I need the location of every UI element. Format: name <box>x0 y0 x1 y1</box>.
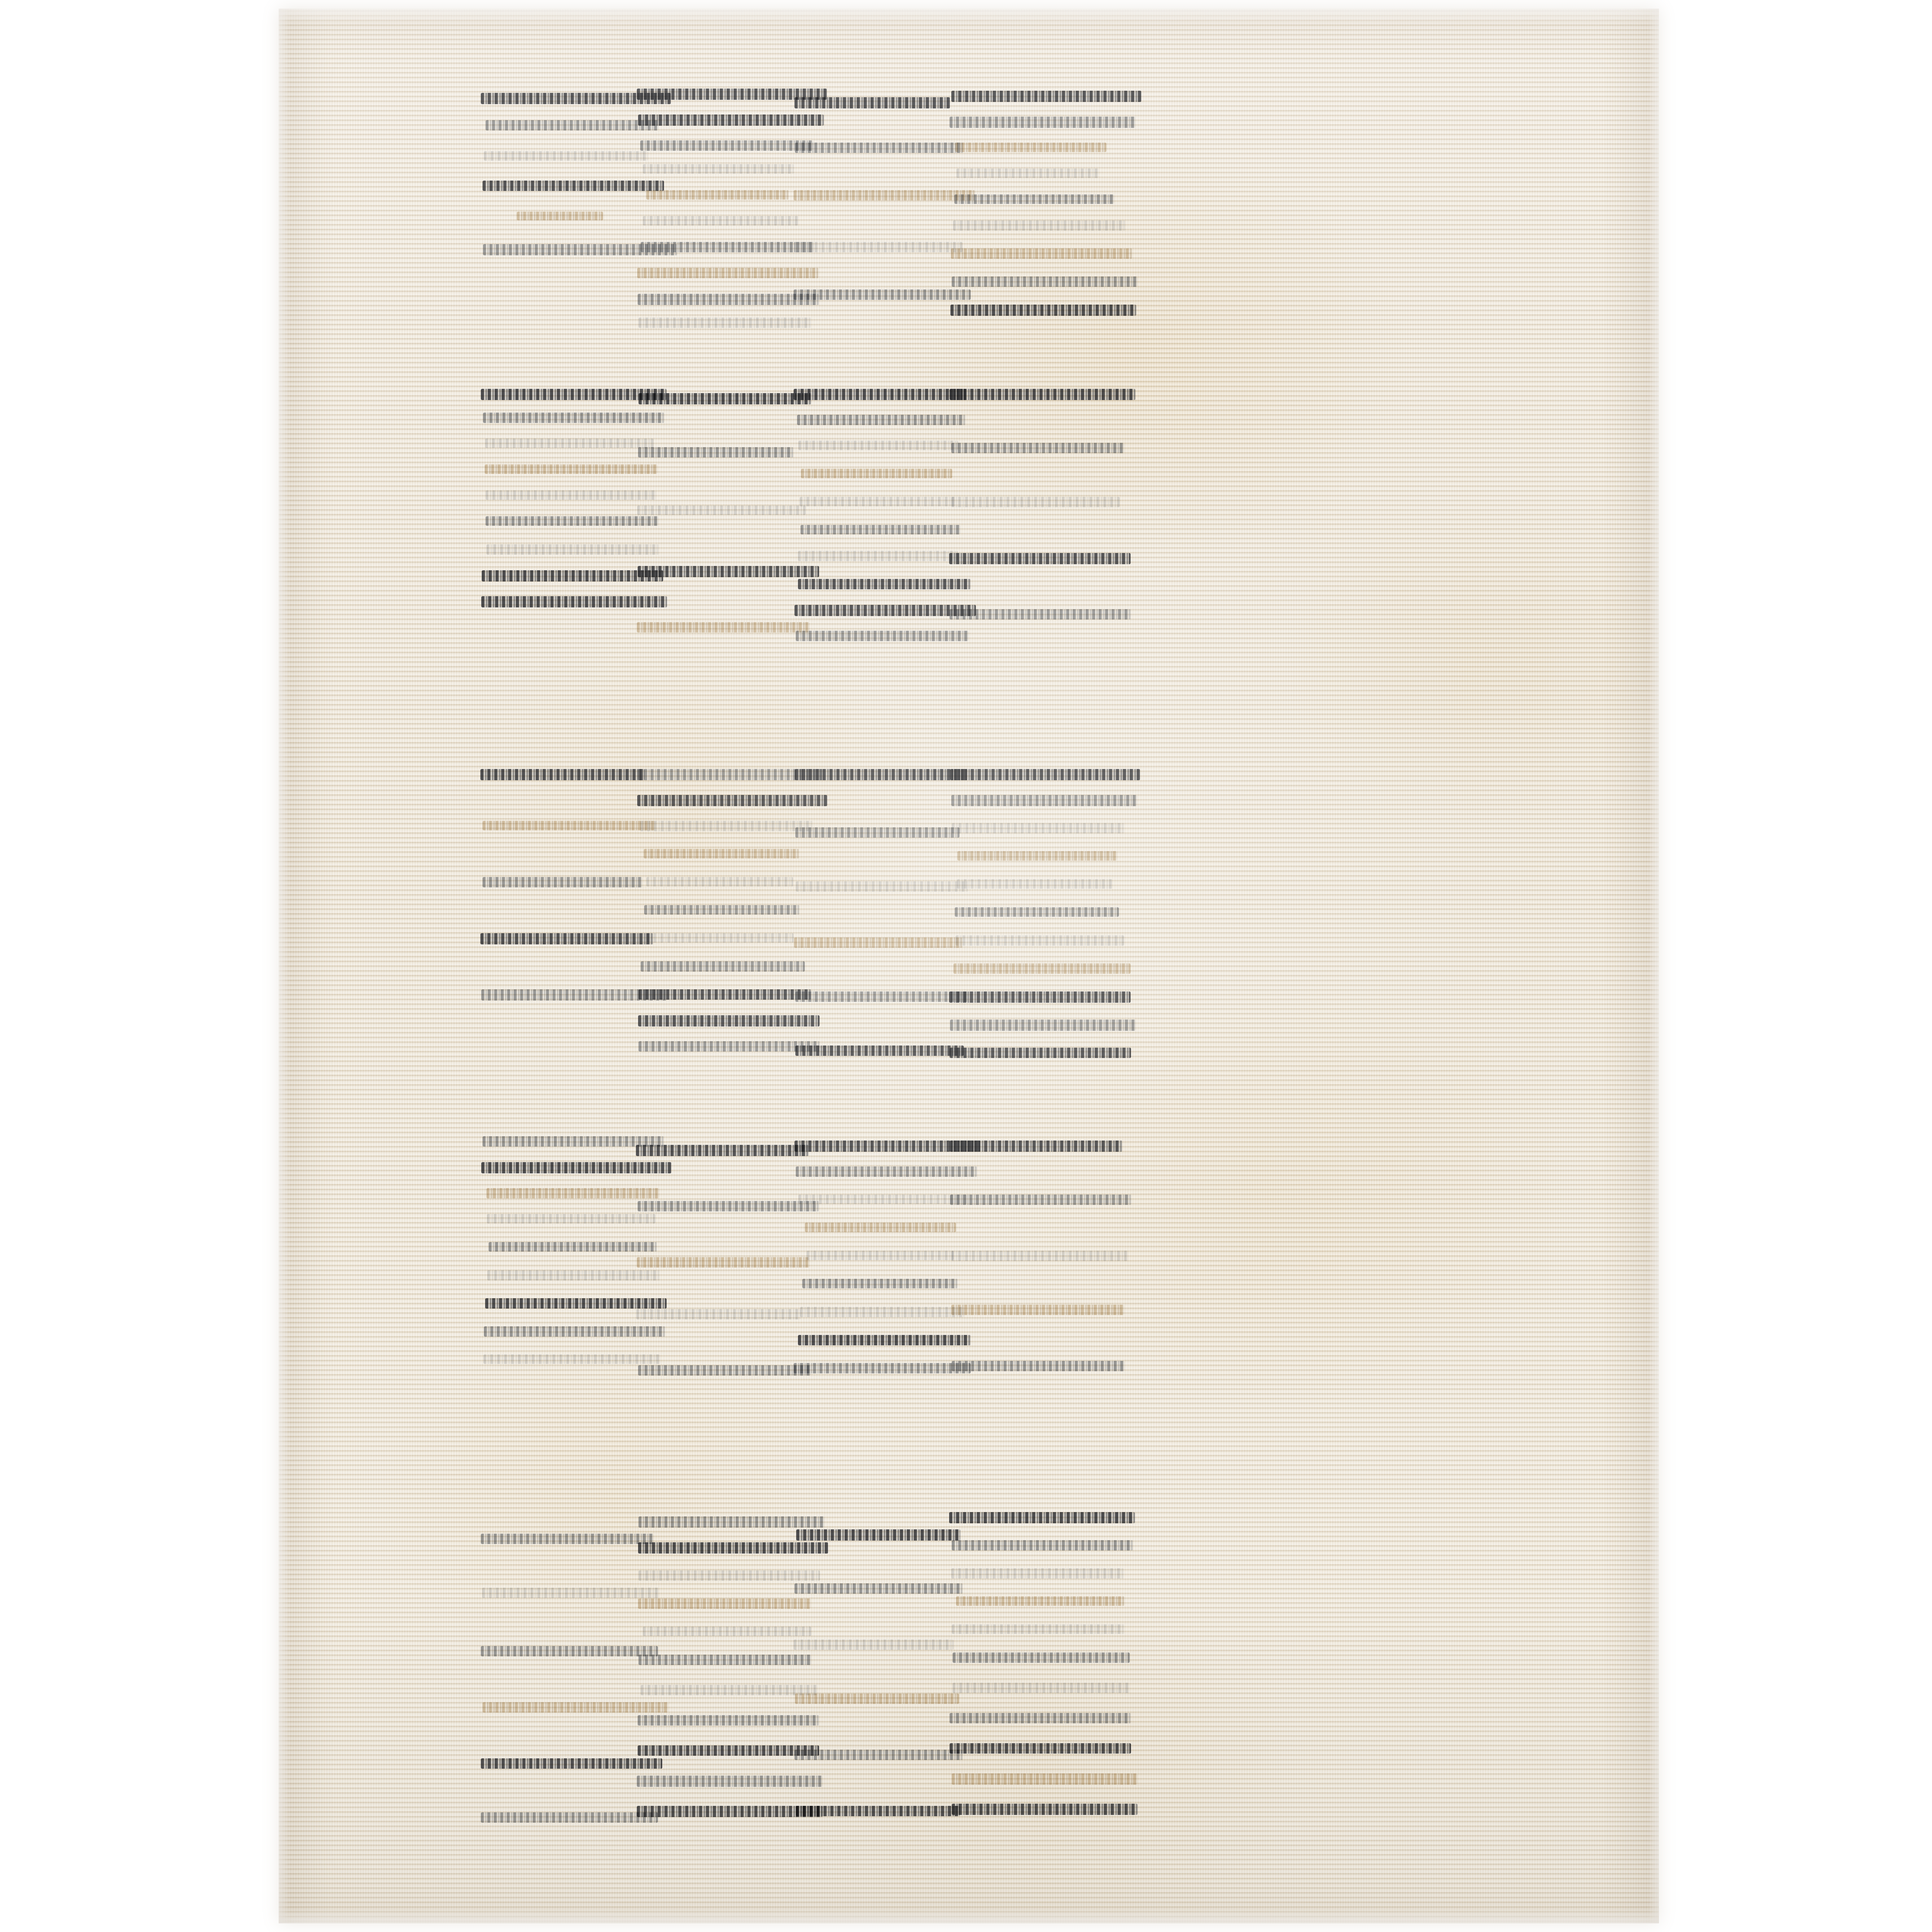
stripe-dash <box>486 490 656 500</box>
stripe-dash <box>950 1195 1131 1205</box>
stripe-dash <box>647 933 794 943</box>
stripe-dash <box>484 151 648 161</box>
stripe-dash <box>636 1145 809 1156</box>
stripe-dash <box>952 1804 1138 1815</box>
stripe-dash <box>483 821 655 830</box>
stripe-dash <box>637 1257 810 1268</box>
stripe-dash <box>956 935 1124 946</box>
stripe-dash <box>487 1214 655 1223</box>
stripe-dash <box>641 961 805 972</box>
stripe-dash <box>949 553 1131 564</box>
stripe-dash <box>639 1655 811 1665</box>
stripe-dash <box>486 120 658 130</box>
stripe-dash <box>794 289 971 300</box>
stripe-dash <box>794 97 950 108</box>
stripe-dash <box>951 497 1120 507</box>
stripe-dash <box>950 769 1140 780</box>
stripe-dash <box>798 1335 971 1345</box>
stripe-dash <box>796 1529 960 1541</box>
stripe-dash <box>798 441 958 450</box>
stripe-dash <box>957 851 1117 861</box>
stripe-dash <box>950 1048 1131 1058</box>
stripe-dash <box>481 1646 658 1656</box>
rug-edge-right <box>1648 9 1659 1923</box>
stripe-dash <box>950 389 1135 400</box>
stripe-dash <box>483 877 642 887</box>
stripe-dash <box>639 1041 820 1052</box>
stripe-dash <box>794 389 966 400</box>
stripe-dash <box>644 849 799 858</box>
stripe-dash <box>795 991 968 1002</box>
stripe-dash <box>794 1363 971 1373</box>
stripe-dash <box>798 551 958 561</box>
stripe-dash <box>646 190 789 200</box>
stripe-dash <box>643 216 798 226</box>
stripe-dash <box>639 1570 820 1581</box>
stripe-dash <box>805 1223 956 1232</box>
stripe-dash <box>949 1512 1135 1523</box>
stripe-dash <box>481 1758 662 1769</box>
stripe-dash <box>795 827 960 838</box>
stripe-dash <box>949 991 1131 1003</box>
stripe-dash <box>953 1652 1130 1663</box>
stripe-dash <box>794 1583 963 1594</box>
area-rug <box>279 9 1659 1923</box>
stripe-dash <box>794 242 963 252</box>
stripe-dash <box>953 220 1126 231</box>
stripe-dash <box>483 181 664 191</box>
stripe-dash <box>796 1806 960 1816</box>
stripe-dash <box>644 905 800 915</box>
stripe-dash <box>951 1568 1124 1579</box>
stripe-dash <box>640 821 813 831</box>
stripe-dash <box>952 823 1125 833</box>
stripe-dash <box>639 393 811 404</box>
stripe-dash <box>640 140 813 151</box>
stripe-dash <box>517 212 603 220</box>
stripe-dash <box>638 1745 819 1756</box>
stripe-dash <box>641 242 813 252</box>
column-4 <box>950 9 1158 1923</box>
rug-edge-left <box>279 9 290 1923</box>
stripe-dash <box>637 622 810 632</box>
stripe-dash <box>952 1773 1138 1785</box>
stripe-dash <box>486 1188 659 1198</box>
stripe-dash <box>951 1305 1124 1315</box>
stripe-dash <box>950 117 1135 128</box>
stripe-dash <box>638 1201 819 1211</box>
stripe-dash <box>638 1715 819 1725</box>
stripe-dash <box>486 516 658 526</box>
stripe-dash <box>646 877 793 887</box>
stripe-dash <box>636 1309 801 1319</box>
stripe-dash <box>482 1588 659 1598</box>
stripe-dash <box>641 1685 818 1695</box>
stripe-dash <box>955 143 1106 152</box>
stripe-dash <box>638 1598 811 1609</box>
stripe-dash <box>794 1750 963 1760</box>
stripe-dash <box>957 879 1112 889</box>
stripe-dash <box>800 1307 964 1317</box>
stripe-dash <box>952 276 1138 287</box>
stripe-dash <box>794 190 975 200</box>
stripe-dash <box>796 881 969 892</box>
stripe-dash <box>486 544 659 555</box>
stripe-dash <box>951 1251 1128 1261</box>
stripe-dash <box>638 1015 820 1026</box>
stripe-dash <box>485 464 658 474</box>
stripe-dash <box>951 443 1124 453</box>
stripe-dash <box>798 579 971 589</box>
stripe-dash <box>802 1279 958 1288</box>
stripe-dash <box>638 566 819 577</box>
stripe-dash <box>481 1812 658 1823</box>
stripe-dash <box>794 605 976 616</box>
stripe-dash <box>954 194 1114 204</box>
stripe-dash <box>956 168 1099 178</box>
stripe-dash <box>795 143 963 153</box>
stripe-dash <box>639 989 811 1000</box>
stripe-dash <box>951 248 1132 259</box>
stripe-dash <box>800 497 955 506</box>
stripe-dash <box>801 525 960 534</box>
stripe-dash <box>951 795 1137 806</box>
stripe-dash <box>643 1627 811 1636</box>
stripe-dash <box>952 1624 1125 1634</box>
stripe-dash <box>637 268 819 278</box>
stripe-dash <box>480 769 645 780</box>
stripe-dash <box>795 769 968 780</box>
stripe-dash <box>950 1141 1122 1152</box>
stripe-dash <box>638 294 819 305</box>
stripe-dash <box>483 1354 661 1364</box>
stripe-dash <box>485 439 654 448</box>
stripe-dash <box>482 570 663 582</box>
stripe-dash <box>795 1694 959 1704</box>
stripe-dash <box>798 1195 967 1204</box>
stripe-dash <box>487 1270 660 1281</box>
stripe-dash <box>638 447 794 458</box>
stripe-dash <box>950 1020 1136 1031</box>
stripe-dash <box>953 963 1131 974</box>
stripe-dash <box>643 164 794 174</box>
stripe-dash <box>639 318 811 328</box>
stripe-dash <box>950 305 1136 316</box>
stripe-dash <box>801 469 952 478</box>
stripe-dash <box>951 91 1141 102</box>
stripe-dash <box>797 415 966 425</box>
stripe-dash <box>956 1596 1125 1606</box>
stripe-dash <box>794 1640 953 1650</box>
stripe-dash <box>794 937 963 948</box>
stripe-dash <box>953 1683 1130 1693</box>
stripe-dash <box>952 1540 1133 1551</box>
stripe-dash <box>480 933 653 944</box>
stripe-dash <box>807 1251 953 1260</box>
stripe-dash <box>952 1361 1125 1371</box>
stripe-dash <box>950 1713 1131 1723</box>
stripe-dash <box>950 609 1131 620</box>
stripe-dash <box>481 1534 654 1544</box>
stripe-dash <box>489 1242 657 1252</box>
stripe-dash <box>637 505 806 515</box>
stripe-dash <box>796 1166 977 1177</box>
stripe-dash <box>955 907 1119 917</box>
stripe-dash <box>950 1743 1131 1754</box>
stripe-dash <box>796 631 969 641</box>
stripe-dash <box>795 1045 964 1056</box>
stripe-dash <box>638 1365 811 1376</box>
